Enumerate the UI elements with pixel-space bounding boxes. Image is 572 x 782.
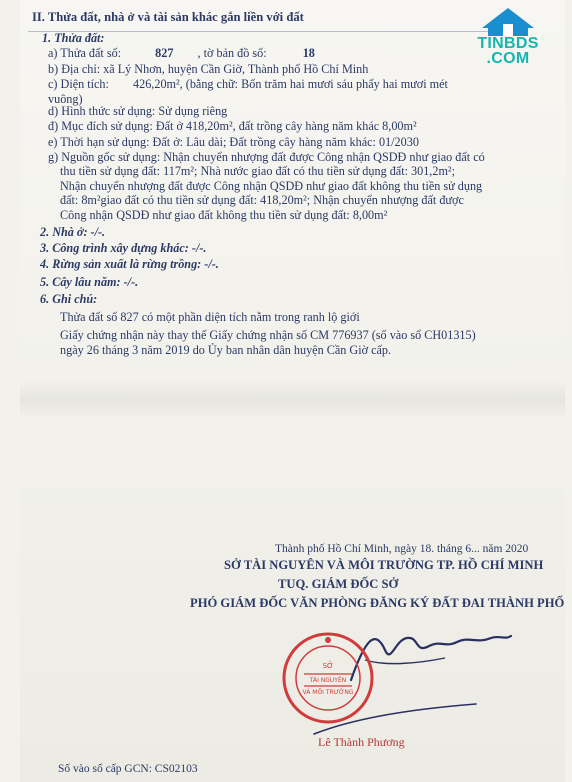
house-section: 2. Nhà ở: -/-.: [40, 225, 106, 239]
origin-line-4: đất: 8m²giao đất có thu tiền sử dụng đất: 418,20m²; Nhận chuyển nhượng đất được: [60, 193, 464, 207]
usage-purpose: đ) Mục đích sử dụng: Đất ở 418,20m², đất trồng cây hàng năm khác 8,00m²: [48, 119, 417, 133]
registration-number: Số vào sổ cấp GCN: CS02103: [58, 763, 198, 775]
address-line: [48, 62, 368, 76]
signer-name: Lê Thành Phương: [318, 735, 405, 749]
authorization-line: TUQ. GIÁM ĐỐC SỞ: [278, 577, 399, 591]
note-line-2: Giấy chứng nhận này thay thế Giấy chứng nhận số CM 776937 (số vào sổ CH01315): [60, 328, 476, 342]
logo-text-main: TINBDS: [477, 35, 539, 52]
handwritten-mark: [310, 700, 480, 740]
signer-title: PHÓ GIÁM ĐỐC VĂN PHÒNG ĐĂNG KÝ ĐẤT ĐAI THÀNH PHỐ: [190, 596, 565, 610]
origin-line-3: Nhận chuyển nhượng đất được Công nhận QSDĐ như giao đất không thu tiền sử dụng: [60, 179, 483, 193]
origin-line-5: Công nhận QSDĐ như giao đất không thu tiền sử dụng đất: 8,00m²: [60, 208, 388, 222]
svg-text:TÀI NGUYÊN: TÀI NGUYÊN: [309, 677, 347, 684]
issue-date: Thành phố Hồ Chí Minh, ngày 18. tháng 6... năm 2020: [275, 543, 529, 555]
usage-form: d) Hình thức sử dụng: Sử dụng riêng: [48, 104, 228, 118]
construction-section: 3. Công trình xây dựng khác: -/-.: [40, 241, 207, 255]
land-heading: 1. Thửa đất:: [42, 31, 105, 45]
area-cont: vuông): [48, 92, 83, 106]
perennial-section: 5. Cây lâu năm: -/-.: [40, 275, 139, 289]
origin-line-1: g) Nguồn gốc sử dụng: Nhận chuyển nhượng đất được Công nhận QSDĐ như giao đất có: [48, 150, 485, 164]
area-line: [48, 77, 448, 91]
address-label: b) Địa chỉ:: [48, 62, 101, 76]
note-line-3: ngày 26 tháng 3 năm 2019 do Ủy ban nhân dân huyện Cần Giờ cấp.: [60, 343, 392, 357]
certificate-page: [20, 0, 565, 782]
origin-line-2: thu tiền sử dụng đất: 117m²; Nhà nước giao đất có thu tiền sử dụng đất: 301,2m²;: [60, 164, 455, 178]
svg-text:VÀ MÔI TRƯỜNG: VÀ MÔI TRƯỜNG: [302, 689, 354, 696]
section-title: II. Thửa đất, nhà ở và tài sản khác gắn liền với đất: [32, 10, 304, 24]
area-label: c) Diện tích:: [48, 77, 109, 91]
parcel-number: 827: [155, 46, 174, 60]
map-number: 18: [302, 46, 315, 60]
tinbds-logo: [468, 6, 548, 68]
usage-term: e) Thời hạn sử dụng: Đất ở: Lâu dài; Đất trồng cây hàng năm khác: 01/2030: [48, 135, 419, 149]
logo-text-suffix: .COM: [486, 50, 530, 67]
map-label: , tờ bản đồ số:: [197, 46, 267, 60]
issuing-org: SỞ TÀI NGUYÊN VÀ MÔI TRƯỜNG TP. HỒ CHÍ MINH: [224, 558, 544, 572]
parcel-label: a) Thửa đất số:: [48, 46, 122, 60]
address-value: xã Lý Nhơn, huyện Cần Giờ, Thành phố Hồ Chí Minh: [103, 62, 369, 76]
note-line-1: Thửa đất số 827 có một phần diện tích nằm trong ranh lộ giới: [60, 310, 360, 324]
notes-heading: 6. Ghi chú:: [40, 292, 98, 306]
area-value: 426,20m², (bằng chữ: Bốn trăm hai mươi sáu phẩy hai mươi mét: [133, 77, 448, 91]
house-icon: [468, 6, 548, 38]
parcel-line: [48, 46, 315, 60]
svg-text:SỞ: SỞ: [322, 662, 334, 670]
forest-section: 4. Rừng sản xuất là rừng trồng: -/-.: [40, 257, 219, 271]
